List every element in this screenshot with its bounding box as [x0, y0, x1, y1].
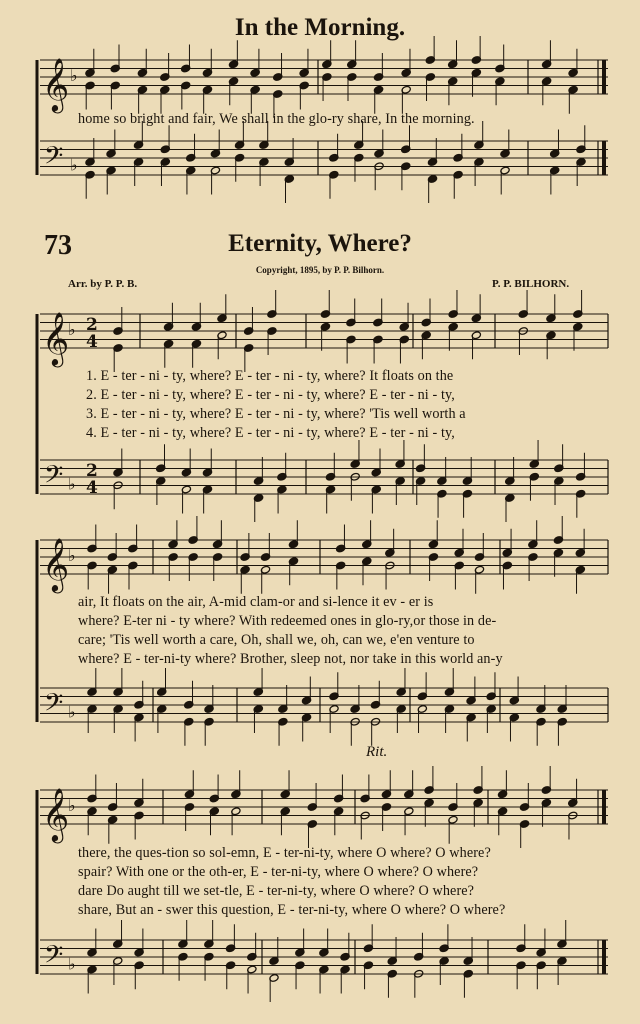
treble-clef-icon: 𝄞 [42, 537, 70, 591]
top-hymn-title: In the Morning. [234, 14, 406, 41]
bass-clef-icon: 𝄢 [44, 688, 64, 724]
time-signature: 2 [86, 461, 98, 481]
lyric-verse-2-system-2: where? E-ter ni - ty where? With redeemed ones in glo-ry,or those in de- [78, 613, 497, 629]
lyric-verse-2-system-3: spair? With one or the oth-er, E - ter-ni-ty, where O where? O where? [78, 864, 479, 880]
lyric-verse-4-system-2: where? E - ter-ni-ty where? Brother, sleep not, nor take in this world an-y [78, 651, 503, 667]
lyric-verse-3-system-2: care; 'Tis well worth a care, Oh, shall we, oh, can we, e'en venture to [78, 632, 475, 648]
lyric-verse-2-system-1: 2. E - ter - ni - ty, where? E - ter - ni - ty, where? E - ter - ni - ty, [86, 387, 455, 403]
flat-sign-icon: ♭ [70, 66, 78, 85]
flat-sign-icon: ♭ [68, 796, 76, 815]
flat-sign-icon: ♭ [70, 155, 78, 175]
flat-sign-icon: ♭ [68, 954, 76, 974]
hymn-number: 73 [44, 230, 72, 261]
treble-clef-icon: 𝄞 [42, 787, 70, 841]
treble-clef-icon: 𝄞 [42, 311, 70, 365]
flat-sign-icon: ♭ [68, 546, 76, 565]
flat-sign-icon: ♭ [68, 702, 76, 722]
bass-clef-icon: 𝄢 [44, 460, 64, 496]
time-signature: 2 [86, 315, 98, 335]
flat-sign-icon: ♭ [68, 320, 76, 339]
time-signature: 4 [86, 332, 98, 352]
composer-credit: P. P. BILHORN. [492, 278, 570, 290]
bass-clef-icon: 𝄢 [44, 141, 64, 177]
lyric-verse-4-system-1: 4. E - ter - ni - ty, where? E - ter - ni - ty, where? E - ter - ni - ty, [86, 425, 455, 441]
copyright-notice: Copyright, 1895, by P. P. Bilhorn. [255, 265, 385, 275]
treble-clef-icon: 𝄞 [42, 57, 70, 111]
lyric-verse-3-system-1: 3. E - ter - ni - ty, where? E - ter - ni - ty, where? 'Tis well worth a [86, 406, 466, 422]
lyric-verse-4-system-3: share, But an - swer this question, E - ter-ni-ty, where O where? O where? [78, 902, 506, 918]
bass-clef-icon: 𝄢 [44, 940, 64, 976]
hymn-title: Eternity, Where? [228, 230, 412, 257]
lyric-verse-3-system-3: dare Do aught till we set-tle, E - ter-ni-ty, where O where? O where? [78, 883, 475, 899]
lyric-verse-1-system-2: air, It floats on the air, A-mid clam-or and si-lence it ev - er is [78, 594, 434, 610]
tempo-mark: Rit. [366, 744, 388, 760]
flat-sign-icon: ♭ [68, 474, 76, 494]
arranger-credit: Arr. by P. P. B. [68, 278, 138, 290]
lyric-verse-1-system-1: 1. E - ter - ni - ty, where? E - ter - ni - ty, where? It floats on the [86, 368, 454, 384]
time-signature: 4 [86, 478, 98, 498]
top-hymn-lyric-line: home so bright and fair, We shall in the glo-ry share, In the morning. [78, 111, 475, 127]
lyric-verse-1-system-3: there, the ques-tion so sol-emn, E - ter-ni-ty, where O where? O where? [78, 845, 491, 861]
